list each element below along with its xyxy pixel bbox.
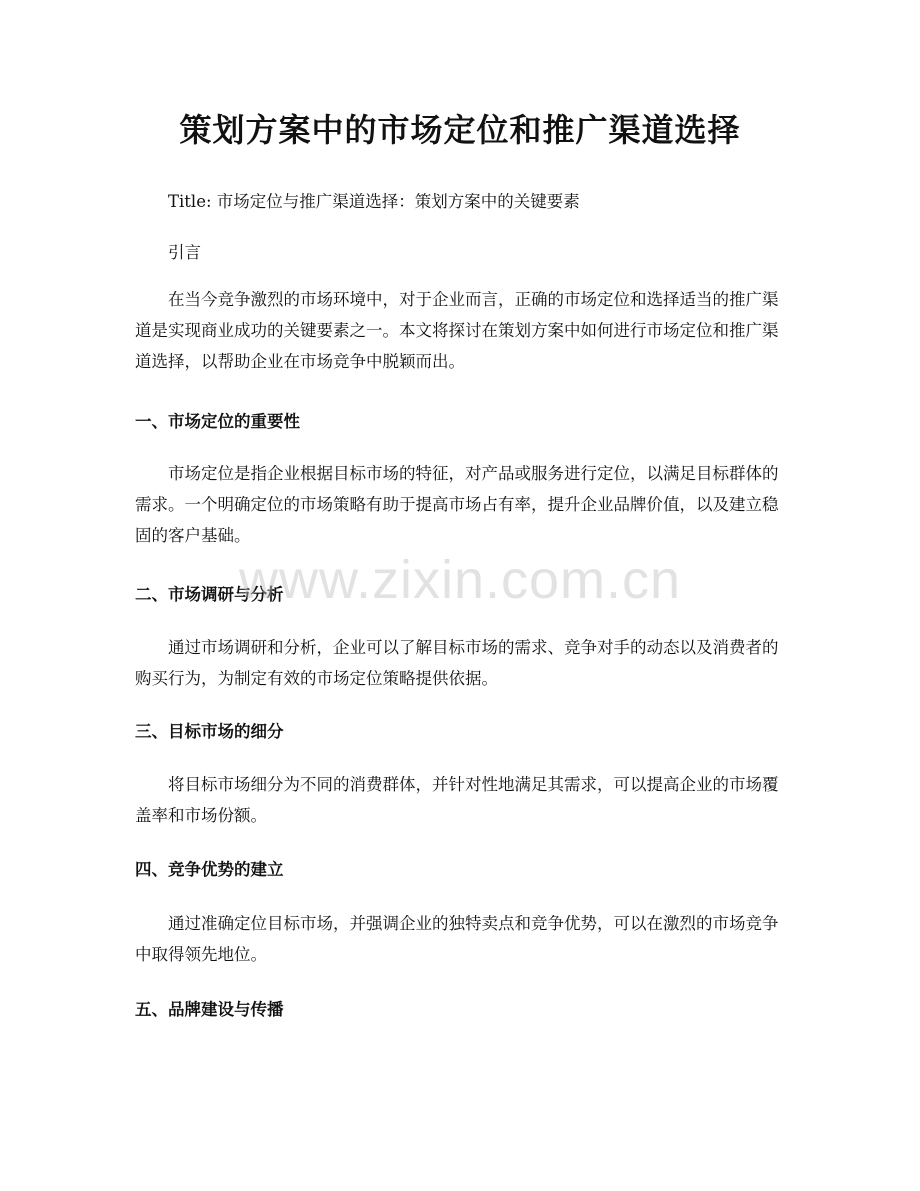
intro-paragraph: 在当今竞争激烈的市场环境中，对于企业而言，正确的市场定位和选择适当的推广渠道是实现商业成功的关键要素之一。本文将探讨在策划方案中如何进行市场定位和推广渠道选择，以帮助企业在市场竞争中脱颖而出。	[135, 290, 779, 371]
section-paragraph-1: 市场定位是指企业根据目标市场的特征，对产品或服务进行定位，以满足目标群体的需求。一个明确定位的市场策略有助于提高市场占有率，提升企业品牌价值，以及建立稳固的客户基础。	[135, 464, 779, 545]
subtitle-line: Title: 市场定位与推广渠道选择：策划方案中的关键要素	[168, 192, 580, 211]
document-title: 策划方案中的市场定位和推广渠道选择	[179, 111, 741, 149]
section-heading-1: 一、市场定位的重要性	[135, 412, 300, 431]
intro-heading: 引言	[168, 243, 201, 262]
section-paragraph-3: 将目标市场细分为不同的消费群体，并针对性地满足其需求，可以提高企业的市场覆盖率和市场份额。	[135, 775, 779, 825]
watermark: www.zixin.com.cn	[238, 550, 682, 610]
section-heading-2: 二、市场调研与分析	[135, 585, 284, 604]
section-paragraph-4: 通过准确定位目标市场，并强调企业的独特卖点和竞争优势，可以在激烈的市场竞争中取得领先地位。	[135, 914, 779, 964]
section-heading-4: 四、竞争优势的建立	[135, 860, 284, 879]
section-heading-3: 三、目标市场的细分	[135, 722, 284, 741]
section-paragraph-2: 通过市场调研和分析，企业可以了解目标市场的需求、竞争对手的动态以及消费者的购买行为，为制定有效的市场定位策略提供依据。	[135, 638, 779, 688]
section-heading-5: 五、品牌建设与传播	[135, 1000, 284, 1019]
